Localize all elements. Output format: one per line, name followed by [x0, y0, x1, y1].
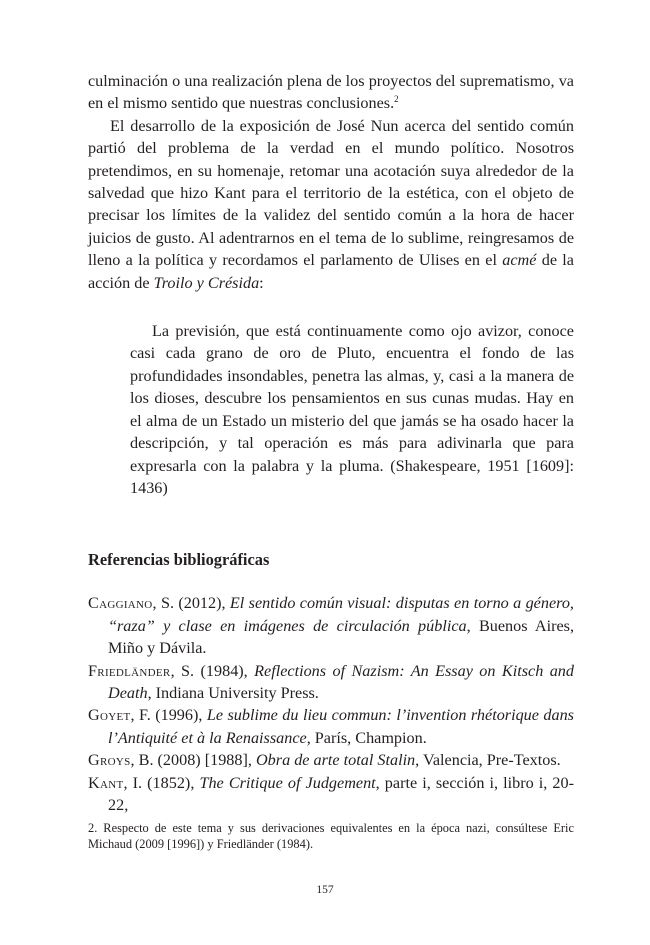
references-heading: Referencias bibliográficas — [88, 550, 270, 570]
footnote: 2. Respecto de este tema y sus derivaciones equivalentes en la época nazi, consúltese Eric Michaud (2009 [1996]) y Friedländer (1984). — [88, 821, 574, 852]
block-quote-text: La previsión, que está continuamente como ojo avizor, conoce casi cada grano de oro de Pluto, encuentra el fondo de las profundidades insondables, penetra las almas, y, casi a la manera de los dioses, descubre los pensamientos en sus cunas mudas. Hay en el alma de un Estado un misterio del que jamás se ha osado hacer la descripción, y tal operación es más para adivinarla que para expresarla con la palabra y la pluma. (Shakespeare, 1951 [1609]: 1436) — [130, 322, 574, 497]
block-quote — [130, 320, 574, 499]
reference-item: Kant, I. (1852), The Critique of Judgement, parte i, sección i, libro i, 20-22, — [88, 773, 574, 814]
paragraph-1: culminación o una realización plena de los proyectos del suprematismo, va en el mismo sentido que nuestras conclusiones.$^2$ — [88, 72, 574, 113]
reference-item: Goyet, F. (1996), Le sublime du lieu commun: l’invention rhétorique dans l’Antiquité et à la Renaissance, París, Champion. — [88, 706, 574, 747]
page-number: 157 — [316, 884, 334, 896]
footnote-ref[interactable]: 2 — [394, 94, 399, 105]
page-body — [88, 70, 574, 816]
reference-item: Friedländer, S. (1984), Reflections of Nazism: An Essay on Kitsch and Death, Indiana University Press. — [88, 661, 574, 702]
paragraph-2: El desarrollo de la exposición de José Nun acerca del sentido común partió del problema de la verdad en el mundo político. Nosotros pretendimos, en su homenaje, retomar una acotación suya alrededor de la salvedad que hizo Kant para el territorio de la estética, con el objeto de precisar los límites de la validez del sentido común a la hora de hacer juicios de gusto. Al adentrarnos en el tema de lo sublime, reingresamos de lleno a la política y recordamos el parlamento de Ulises en el acmé de la acción de Troilo y Crésida: — [88, 116, 574, 292]
references-list — [88, 592, 574, 816]
reference-item: Caggiano, S. (2012), El sentido común visual: disputas en torno a género, “raza” y clase en imágenes de circulación pública, Buenos Aires, Miño y Dávila. — [88, 594, 575, 658]
reference-item: Groys, B. (2008) [1988], Obra de arte total Stalin, Valencia, Pre-Textos. — [88, 751, 561, 770]
